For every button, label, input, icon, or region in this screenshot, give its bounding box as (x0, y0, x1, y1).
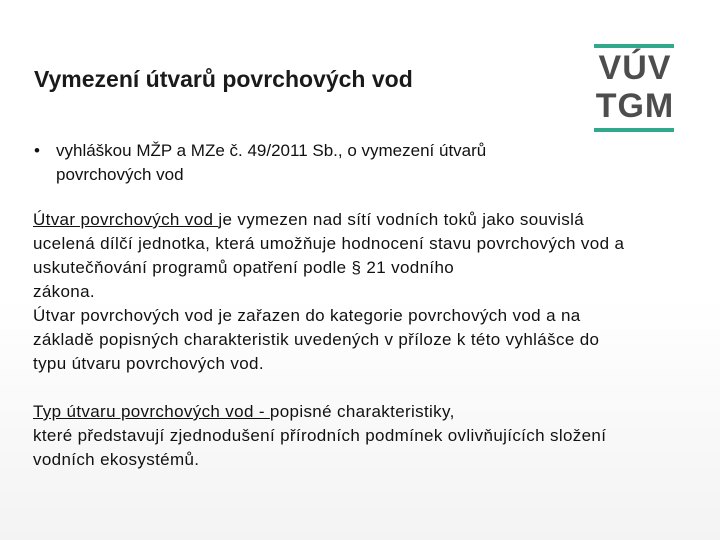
para1-line-3: uskutečňování programů opatření podle § 21 vodního (33, 258, 455, 277)
logo-bottom-bar (594, 128, 674, 132)
vuv-tgm-logo (592, 44, 678, 134)
slide-title: Vymezení útvarů povrchových vod (34, 66, 413, 92)
definition-paragraph-utvar (33, 208, 703, 376)
term-utvar-povrchovych-vod: Útvar povrchových vod (33, 210, 219, 229)
bullet-text (56, 139, 596, 187)
logo-line-1: VÚV (598, 49, 672, 87)
para1-line-1 (33, 208, 703, 232)
para2-line-1 (33, 400, 703, 424)
para1-line-1-rest: je vymezen nad sítí vodních toků jako souvislá (218, 210, 585, 229)
para2-line-3: vodních ekosystémů. (33, 450, 200, 469)
para2-line-1-rest: popisné charakteristiky, (269, 402, 455, 421)
logo-line-2: TGM (595, 87, 675, 125)
term-typ-utvaru: Typ útvaru povrchových vod - (33, 402, 270, 421)
bullet-line-2: povrchových vod (56, 165, 184, 184)
definition-paragraph-typ (33, 400, 703, 472)
logo-top-bar (594, 44, 674, 48)
para1-line-6: základě popisných charakteristik uvedených v příloze k této vyhlášce do (33, 330, 600, 349)
para1-line-4: zákona. (33, 282, 95, 301)
para1-line-2: ucelená dílčí jednotka, která umožňuje hodnocení stavu povrchových vod a (33, 234, 625, 253)
bullet-marker: • (34, 141, 40, 160)
para1-line-7: typu útvaru povrchových vod. (33, 354, 264, 373)
para2-line-2: které představují zjednodušení přírodních podmínek ovlivňujících složení (33, 426, 607, 445)
para1-line-5: Útvar povrchových vod je zařazen do kategorie povrchových vod a na (33, 306, 581, 325)
bullet-line-1: vyhláškou MŽP a MZe č. 49/2011 Sb., o vymezení útvarů (56, 141, 487, 160)
